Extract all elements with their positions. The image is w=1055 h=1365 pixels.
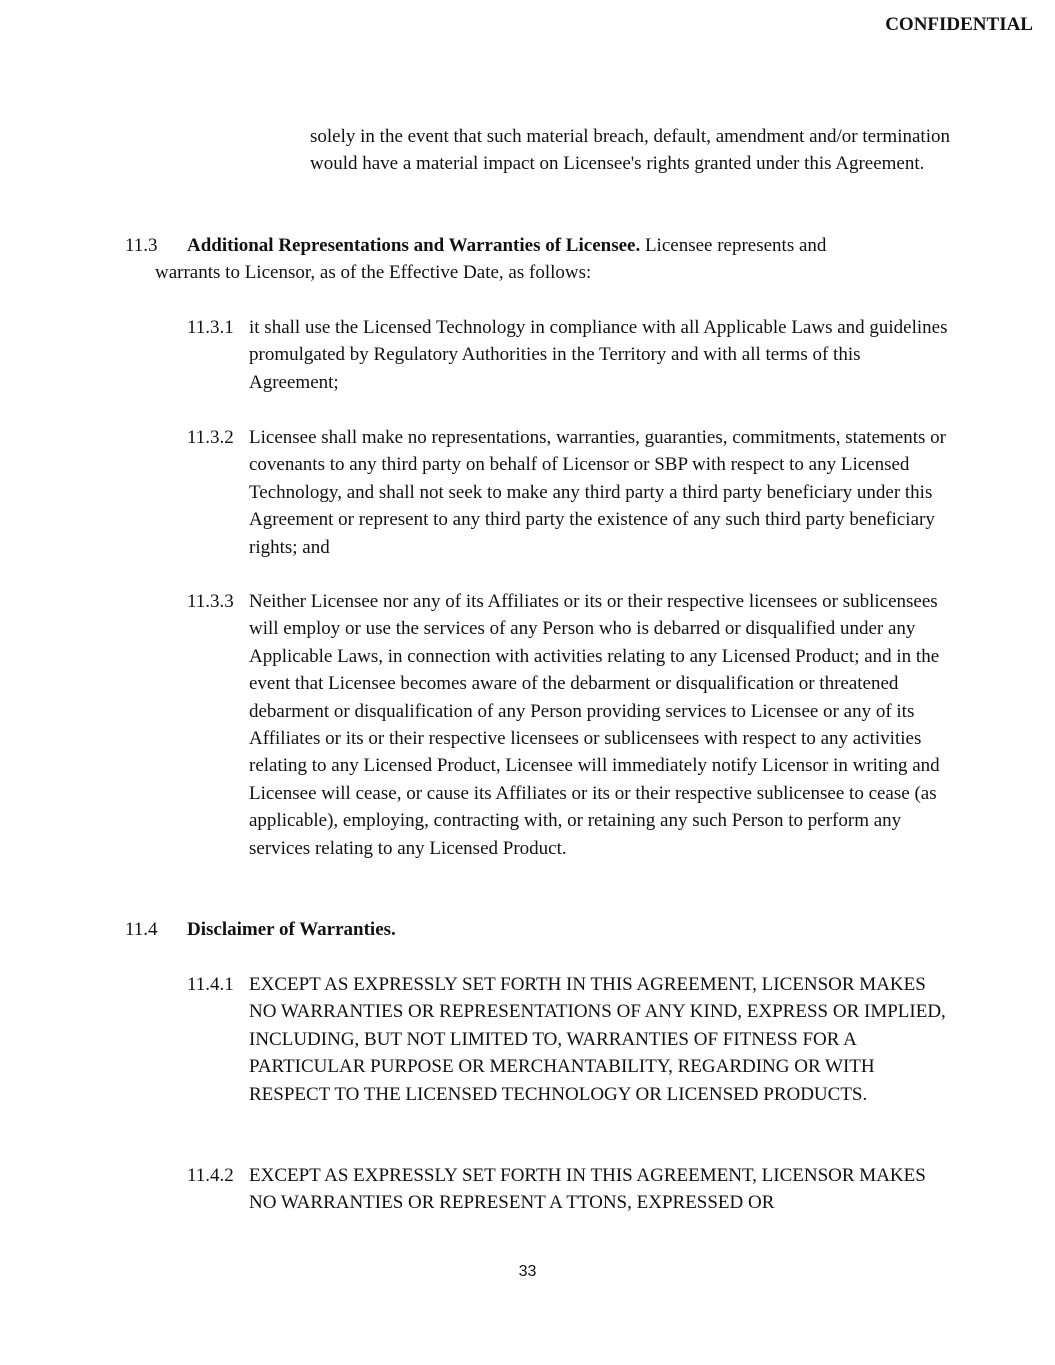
section-intro-continued: warrants to Licensor, as of the Effective Date, as follows: [155,262,592,284]
section-number: 11.3 [125,235,158,256]
section-heading: Disclaimer of Warranties. [187,919,396,940]
clause-text: it shall use the Licensed Technology in compliance with all Applicable Laws and guidelines promulgated by Regulatory Authorities in the Territory and with all terms of this Agreement; [249,317,948,393]
clause-number: 11.4.2 [187,1165,234,1186]
clause-number: 11.3.3 [187,591,234,612]
clause-11-3-1 [187,314,947,396]
page-number: 33 [518,1263,537,1280]
clause-text: EXCEPT AS EXPRESSLY SET FORTH IN THIS AGREEMENT, LICENSOR MAKES NO WARRANTIES OR REPRESENTATIONS OF ANY KIND, EXPRESS OR IMPLIED, INCLUDING, BUT NOT LIMITED TO, WARRANTIES OF FITNESS FOR A PARTICULAR PURPOSE OR MERCHANTABILITY, REGARDING OR WITH RESPECT TO THE LICENSED TECHNOLOGY OR LICENSED PRODUCTS. [249,974,946,1105]
clause-text: Licensee shall make no representations, warranties, guaranties, commitments, statements or covenants to any third party on behalf of Licensor or SBP with respect to any Licensed Technology, and shall not seek to make any third party a third party beneficiary under this Agreement or represent to any third party the existence of any such third party beneficiary rights; and [249,427,946,558]
section-11-4 [0,916,1000,943]
clause-number: 11.4.1 [187,974,234,995]
section-intro: Licensee represents and [644,235,827,256]
confidential-label: CONFIDENTIAL [885,14,1033,35]
clause-11-3-3 [187,588,947,862]
clause-text: Neither Licensee nor any of its Affiliates or its or their respective licensees or sublicensees will employ or use the services of any Person who is debarred or disqualified under any Applicable Laws, in connection with activities relating to any Licensed Product; and in the event that Licensee becomes aware of the debarment or disqualification or threatened debarment or disqualification of any Person providing services to Licensee or any of its Affiliates or its or their respective licensees or sublicensees with respect to any activities relating to any Licensed Product, Licensee will immediately notify Licensor in writing and Licensee will cease, or cause its Affiliates or its or their respective sublicensee to cease (as applicable), employing, contracting with, or retaining any such Person to perform any services relating to any Licensed Product. [249,591,940,859]
section-number: 11.4 [125,919,158,940]
clause-number: 11.3.2 [187,427,234,448]
clause-11-3-2 [187,424,947,561]
clause-11-4-1 [187,971,947,1108]
continuation-paragraph: solely in the event that such material breach, default, amendment and/or termination would have a material impact on Licensee's rights granted under this Agreement. [310,126,950,175]
clause-11-4-2 [187,1162,947,1217]
clause-number: 11.3.1 [187,317,234,338]
section-heading: Additional Representations and Warranties of Licensee. [187,235,641,256]
section-11-3 [0,232,1000,287]
clause-text: EXCEPT AS EXPRESSLY SET FORTH IN THIS AGREEMENT, LICENSOR MAKES NO WARRANTIES OR REPRESENT A TTONS, EXPRESSED OR [249,1165,926,1214]
